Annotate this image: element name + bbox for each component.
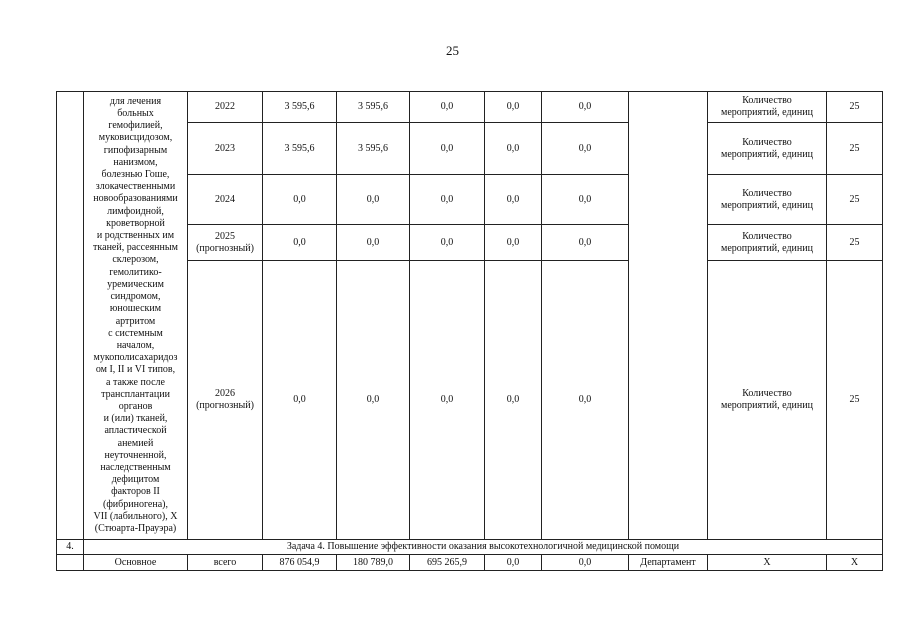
- indicator-cell: Количество мероприятий, единиц: [708, 261, 827, 540]
- executor-cell: [629, 92, 708, 540]
- funding-cell: 0,0: [485, 92, 542, 123]
- table-row-main-event: [57, 555, 883, 571]
- indicator-cell: Количество мероприятий, единиц: [708, 175, 827, 225]
- funding-cell: 0,0: [485, 555, 542, 571]
- year-cell: 2022: [188, 92, 263, 123]
- funding-cell: 0,0: [542, 261, 629, 540]
- year-cell: 2024: [188, 175, 263, 225]
- indicator-value-cell: 25: [827, 123, 883, 175]
- funding-cell: 0,0: [410, 175, 485, 225]
- total-cell: 3 595,6: [263, 92, 337, 123]
- executor-cell: Департамент: [629, 555, 708, 571]
- total-cell: 876 054,9: [263, 555, 337, 571]
- funding-cell: 0,0: [542, 555, 629, 571]
- funding-cell: 0,0: [485, 123, 542, 175]
- funding-cell: 3 595,6: [337, 123, 410, 175]
- funding-cell: 0,0: [485, 225, 542, 261]
- funding-cell: 0,0: [410, 92, 485, 123]
- funding-cell: 0,0: [337, 175, 410, 225]
- indicator-value-cell: 25: [827, 225, 883, 261]
- total-cell: 0,0: [263, 225, 337, 261]
- funding-cell: 0,0: [410, 225, 485, 261]
- funding-cell: 0,0: [542, 123, 629, 175]
- indicator-value-cell: 25: [827, 175, 883, 225]
- funding-cell: 0,0: [410, 123, 485, 175]
- funding-cell: 0,0: [485, 261, 542, 540]
- year-cell: 2025 (прогнозный): [188, 225, 263, 261]
- task-title: Задача 4. Повышение эффективности оказания высокотехнологичной медицинской помощи: [84, 540, 883, 555]
- funding-cell: 695 265,9: [410, 555, 485, 571]
- indicator-cell: Количество мероприятий, единиц: [708, 92, 827, 123]
- row-number-cell: [57, 92, 84, 540]
- year-cell: всего: [188, 555, 263, 571]
- page-number: 25: [446, 43, 459, 58]
- indicator-cell: Количество мероприятий, единиц: [708, 225, 827, 261]
- event-label: Основное: [84, 555, 188, 571]
- funding-cell: 3 595,6: [337, 92, 410, 123]
- indicator-value-cell: 25: [827, 261, 883, 540]
- year-cell: 2023: [188, 123, 263, 175]
- row-number-cell: [57, 555, 84, 571]
- funding-cell: 0,0: [542, 92, 629, 123]
- funding-cell: 0,0: [485, 175, 542, 225]
- funding-cell: 180 789,0: [337, 555, 410, 571]
- program-table: [56, 91, 883, 571]
- task-row: [57, 540, 883, 555]
- funding-cell: 0,0: [337, 225, 410, 261]
- task-number: 4.: [57, 540, 84, 555]
- funding-cell: 0,0: [410, 261, 485, 540]
- year-cell: 2026 (прогнозный): [188, 261, 263, 540]
- indicator-value-cell: 25: [827, 92, 883, 123]
- indicator-cell: Х: [708, 555, 827, 571]
- indicator-value-cell: Х: [827, 555, 883, 571]
- table-row-2022: [57, 92, 883, 123]
- funding-cell: 0,0: [337, 261, 410, 540]
- funding-cell: 0,0: [542, 225, 629, 261]
- event-description: для лечения больных гемофилией, муковисцидозом, гипофизарным нанизмом, болезнью Гоше, злокачественными новообразованиями лимфоидной, кроветворной и родственных им тканей, рассеянным склерозом, гемолитико- уремическим синдромом, юношеским артритом с системным началом, мукополисахаридоз ом I, II и VI типов, а также после трансплантации органов и (или) тканей, апластической анемией неуточненной, наследственным дефицитом факторов II (фибриногена), VII (лабильного), X (Стюарта-Прауэра): [84, 92, 188, 540]
- funding-cell: 0,0: [542, 175, 629, 225]
- indicator-cell: Количество мероприятий, единиц: [708, 123, 827, 175]
- total-cell: 0,0: [263, 175, 337, 225]
- total-cell: 0,0: [263, 261, 337, 540]
- total-cell: 3 595,6: [263, 123, 337, 175]
